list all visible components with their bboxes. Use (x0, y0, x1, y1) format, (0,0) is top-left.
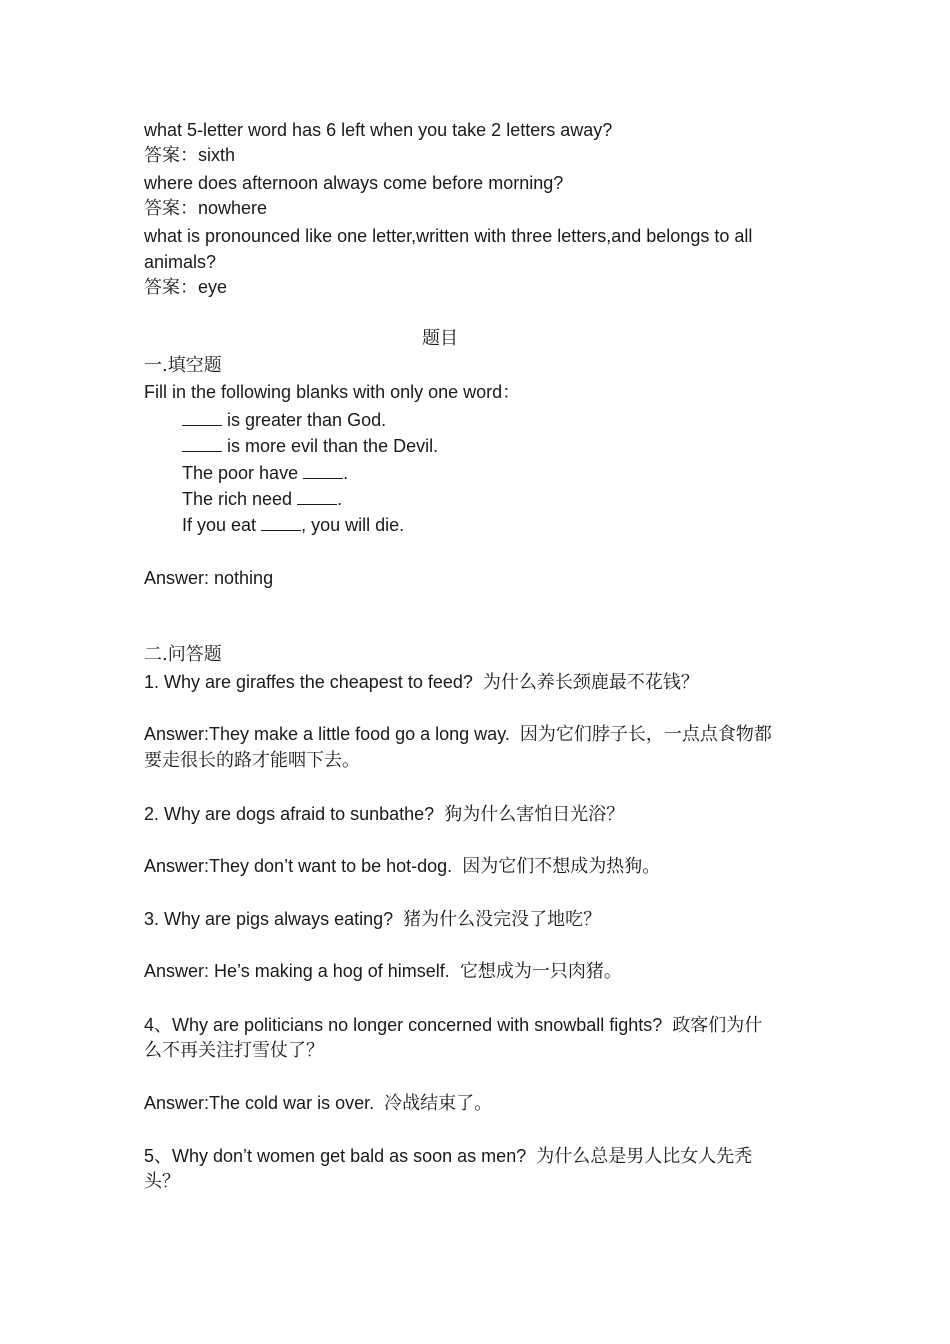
section-1-heading: 一.填空题 (144, 355, 222, 376)
section-2-heading: 二.问答题 (144, 644, 222, 665)
page-title: 题目 (422, 328, 458, 349)
fill-blank-item-2: is more evil than the Devil. (182, 433, 438, 459)
riddle-1-question: what 5-letter word has 6 left when you take 2 letters away? (144, 120, 613, 140)
answer-4: Answer:The cold war is over. 冷战结束了。 (144, 1093, 493, 1114)
answer-label: 答案： (144, 145, 198, 166)
riddle-2-question: where does afternoon always come before morning? (144, 173, 564, 193)
blank-line (182, 411, 222, 426)
question-1: 1. Why are giraffes the cheapest to feed? 为什么养长颈鹿最不花钱？ (144, 672, 699, 693)
answer-1-line1: Answer:They make a little food go a long way. 因为它们脖子长，一点点食物都 (144, 724, 772, 745)
question-3: 3. Why are pigs always eating? 猪为什么没完没了地吃？ (144, 909, 602, 930)
answer-2: Answer:They don’t want to be hot-dog. 因为它们不想成为热狗。 (144, 856, 661, 877)
riddle-3-question-line2: animals? (144, 252, 217, 272)
answer-value: nowhere (198, 198, 268, 218)
fill-blank-item-5: If you eat , you will die. (182, 515, 405, 535)
question-5-line2: 头？ (144, 1171, 180, 1192)
blank-line (261, 516, 301, 531)
question-2: 2. Why are dogs afraid to sunbathe? 狗为什么害怕日光浴？ (144, 804, 625, 825)
answer-1-line2: 要走很长的路才能咽下去。 (144, 750, 360, 771)
section-1-answer: Answer: nothing (144, 568, 274, 588)
answer-value: eye (198, 277, 228, 297)
section-1-instruction: Fill in the following blanks with only one word： (144, 382, 521, 402)
question-4-line1: 4、Why are politicians no longer concerned with snowball fights? 政客们为什 (144, 1015, 763, 1036)
fill-blank-item-4: The rich need . (182, 489, 343, 509)
answer-value: sixth (198, 145, 236, 165)
answer-label: 答案： (144, 277, 198, 298)
answer-label: 答案： (144, 198, 198, 219)
question-5-line1: 5、Why don’t women get bald as soon as men? 为什么总是男人比女人先秃 (144, 1146, 753, 1167)
riddle-3-question-line1: what is pronounced like one letter,written with three letters,and belongs to all (144, 226, 753, 246)
fill-blank-item-3: The poor have . (182, 463, 349, 483)
answer-3: Answer: He’s making a hog of himself. 它想成为一只肉猪。 (144, 961, 622, 982)
fill-blank-item-1: is greater than God. (182, 407, 386, 433)
riddle-2-answer (144, 195, 267, 222)
blank-line (303, 464, 343, 479)
question-4-line2: 么不再关注打雪仗了？ (144, 1040, 324, 1061)
blank-line (182, 437, 222, 452)
riddle-1-answer (144, 142, 235, 169)
blank-line (297, 490, 337, 505)
riddle-3-answer (144, 274, 227, 301)
